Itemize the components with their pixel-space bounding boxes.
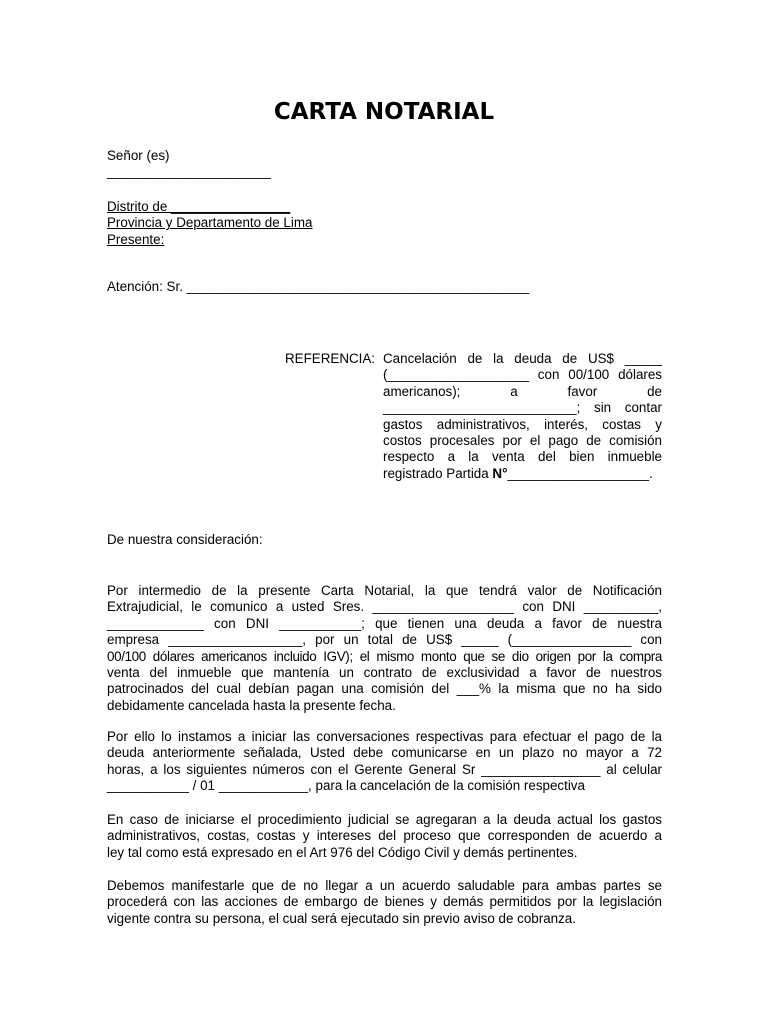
greeting-text: De nuestra consideración: [107, 532, 263, 547]
recipient-block [107, 148, 271, 181]
reference-line: __________________________; sin contar [383, 400, 662, 416]
paragraph-2 [107, 729, 662, 795]
paragraph-line: patrocinados del cual debían pagan una comisión del ___% la misma que no ha sido [107, 681, 662, 697]
reference-line: americanos); a favor de [383, 383, 662, 399]
paragraph-3 [107, 812, 662, 861]
reference-line: gastos administrativos, interés, costas y [383, 416, 662, 432]
salutation: Señor (es) [107, 148, 170, 163]
paragraph-line: empresa __________________, por un total de US$ _____ (________________ con [107, 632, 662, 648]
paragraph-line: 00/100 dólares americanos incluido IGV); el mismo monto que se dio origen por la compra [107, 648, 662, 664]
document-title: CARTA NOTARIAL [273, 99, 495, 125]
address-block [107, 199, 312, 248]
paragraph-last-line: ___________ / 01 ____________, para la cancelación de la comisión respectiva [107, 778, 585, 794]
paragraph-line: _____________ con DNI ___________; que tienen una deuda a favor de nuestra [107, 615, 662, 631]
reference-line: (___________________ con 00/100 dólares [383, 367, 662, 383]
paragraph-last-line: ley tal como está expresado en el Art 976 del Código Civil y demás pertinentes. [107, 844, 578, 860]
paragraph-line: deuda anteriormente señalada, Usted debe comunicarse en un plazo no mayor a 72 [107, 745, 662, 761]
province-line: Provincia y Departamento de Lima [107, 215, 313, 231]
reference-last-suffix: ___________________. [507, 465, 653, 481]
paragraph-line: Debemos manifestarle que de no llegar a un acuerdo saludable para ambas partes se [107, 878, 662, 893]
greeting [107, 532, 263, 548]
paragraph-1 [107, 583, 662, 714]
paragraph-4 [107, 878, 662, 927]
paragraph-last-line: vigente contra su persona, el cual será ejecutado sin previo aviso de cobranza. [107, 910, 576, 926]
paragraph-line: Por intermedio de la presente Carta Notarial, la que tendrá valor de Notificación [107, 583, 662, 598]
district-line: Distrito de ________________ [107, 199, 291, 214]
reference-label: REFERENCIA: [285, 351, 376, 366]
reference-body [383, 351, 662, 482]
present-line: Presente: [107, 231, 165, 247]
paragraph-line: Por ello lo instamos a iniciar las conversaciones respectivas para efectuar el pago de la [107, 729, 662, 744]
paragraph-line: En caso de iniciarse el procedimiento judicial se agregaran a la deuda actual los gastos [107, 812, 662, 827]
reference-last-prefix: registrado Partida [383, 465, 493, 481]
paragraph-line: horas, a los siguientes números con el Gerente General Sr ________________ al celular [107, 761, 662, 777]
paragraph-line: administrativos, costas, costas y intereses del proceso que corresponden de acuerdo a [107, 828, 662, 844]
reference-line: Cancelación de la deuda de US$ _____ [383, 351, 662, 366]
reference-number-symbol: N° [492, 465, 508, 481]
paragraph-line: procederá con las acciones de embargo de bienes y demás permitidos por la legislación [107, 894, 662, 910]
reference-line: costos procesales por el pago de comisión [383, 433, 662, 449]
attention-text: Atención: Sr. ______________________________________________ [107, 279, 530, 294]
reference-last-line [383, 466, 662, 482]
reference-line: respecto a la venta del bien inmueble [383, 449, 662, 465]
paragraph-line: venta del inmueble que mantenía un contrato de exclusividad a favor de nuestros [107, 665, 662, 681]
recipient-name-blank: ______________________ [107, 164, 271, 180]
attention-line [107, 279, 529, 295]
paragraph-line: Extrajudicial, le comunico a usted Sres. ___________________ con DNI __________, [107, 599, 662, 615]
paragraph-last-line: debidamente cancelada hasta la presente fecha. [107, 697, 396, 713]
